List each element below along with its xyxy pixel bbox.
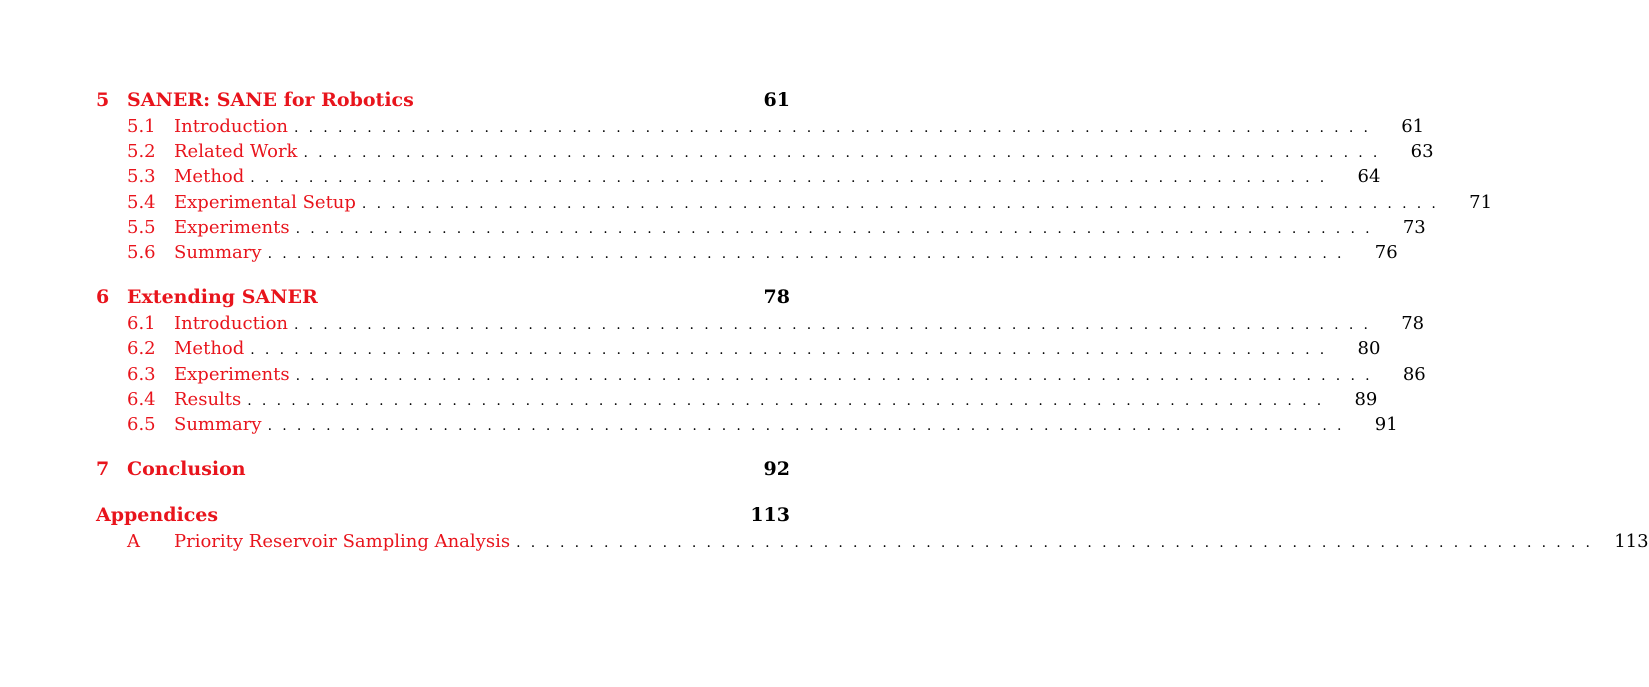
toc-section-6-2[interactable] <box>96 336 1381 361</box>
section-number: 6.2 <box>127 338 156 360</box>
chapter-title[interactable]: Conclusion <box>127 458 246 481</box>
section-number: 6.1 <box>127 313 156 335</box>
toc-appendix-a[interactable] <box>96 529 1649 554</box>
section-number: 5.5 <box>127 216 156 238</box>
section-number: 5.4 <box>127 191 156 213</box>
toc-section-5-3[interactable] <box>96 164 1381 189</box>
section-page: 91 <box>1374 413 1398 435</box>
section-title[interactable]: Summary <box>174 413 262 435</box>
dot-leader: .......................................................................... <box>294 120 1379 136</box>
section-number: 5.6 <box>127 241 156 263</box>
section-page: 78 <box>1401 313 1425 335</box>
dot-leader: .......................................................................... <box>267 417 1352 434</box>
dot-leader: .......................................................................... <box>295 220 1380 237</box>
section-title[interactable]: Summary <box>174 241 262 263</box>
table-of-contents <box>96 88 1649 554</box>
dot-leader: .......................................................................... <box>294 317 1379 334</box>
dot-leader: .......................................................................... <box>361 195 1447 212</box>
toc-appendices[interactable] <box>96 503 790 529</box>
chapter-page: 92 <box>763 458 790 481</box>
chapter-title[interactable]: Extending SANER <box>127 286 318 309</box>
section-title[interactable]: Introduction <box>174 116 288 137</box>
toc-chapter-5[interactable] <box>96 88 790 114</box>
section-page: 76 <box>1374 241 1398 263</box>
chapter-page: 78 <box>763 286 790 309</box>
chapter-title[interactable]: SANER: SANE for Robotics <box>127 89 414 111</box>
appendices-page: 113 <box>750 504 790 527</box>
toc-chapter-6[interactable] <box>96 285 790 311</box>
section-title[interactable]: Experimental Setup <box>174 191 356 213</box>
toc-section-5-5[interactable] <box>96 215 1426 240</box>
section-title[interactable]: Introduction <box>174 313 288 335</box>
toc-section-6-3[interactable] <box>96 362 1426 387</box>
section-number: A <box>127 531 140 553</box>
chapter-number: 5 <box>96 89 110 111</box>
section-number: 5.1 <box>127 116 156 137</box>
spacer <box>96 265 790 285</box>
dot-leader: .......................................................................... <box>250 342 1335 359</box>
section-number: 5.3 <box>127 166 156 188</box>
section-number: 6.4 <box>127 388 156 410</box>
toc-section-5-2[interactable] <box>96 139 1434 164</box>
toc-chapter-7[interactable] <box>96 457 790 483</box>
section-page: 64 <box>1357 166 1381 188</box>
chapter-page: 61 <box>763 89 790 111</box>
spacer <box>96 483 790 503</box>
toc-section-6-1[interactable] <box>96 311 1425 336</box>
toc-section-5-6[interactable] <box>96 240 1398 265</box>
chapter-number: 6 <box>96 286 110 309</box>
section-page: 89 <box>1354 388 1378 410</box>
chapter-number: 7 <box>96 458 110 481</box>
section-page: 86 <box>1402 363 1426 385</box>
section-page: 73 <box>1402 216 1426 238</box>
section-page: 71 <box>1469 191 1493 213</box>
dot-leader: .......................................................................... <box>295 367 1380 384</box>
section-title[interactable]: Method <box>174 338 245 360</box>
section-page: 61 <box>1401 116 1425 137</box>
toc-section-5-4[interactable] <box>96 190 1493 215</box>
dot-leader: .......................................................................... <box>247 392 1332 409</box>
section-number: 6.5 <box>127 413 156 435</box>
appendices-title[interactable]: Appendices <box>96 504 219 527</box>
section-title[interactable]: Experiments <box>174 363 290 385</box>
section-number: 5.2 <box>127 141 156 163</box>
dot-leader: .......................................................................... <box>303 145 1388 162</box>
dot-leader: .......................................................................... <box>267 245 1352 262</box>
toc-section-5-1[interactable] <box>96 114 1425 139</box>
dot-leader: .......................................................................... <box>516 535 1601 552</box>
section-title[interactable]: Priority Reservoir Sampling Analysis <box>174 531 511 553</box>
section-title[interactable]: Experiments <box>174 216 290 238</box>
section-page: 63 <box>1410 141 1434 163</box>
spacer <box>96 437 790 457</box>
section-title[interactable]: Results <box>174 388 242 410</box>
toc-section-6-5[interactable] <box>96 412 1398 437</box>
section-page: 80 <box>1357 338 1381 360</box>
section-number: 6.3 <box>127 363 156 385</box>
section-title[interactable]: Related Work <box>174 141 298 163</box>
section-page: 113 <box>1614 531 1649 553</box>
toc-section-6-4[interactable] <box>96 387 1378 412</box>
section-title[interactable]: Method <box>174 166 245 188</box>
dot-leader: .......................................................................... <box>250 170 1335 187</box>
